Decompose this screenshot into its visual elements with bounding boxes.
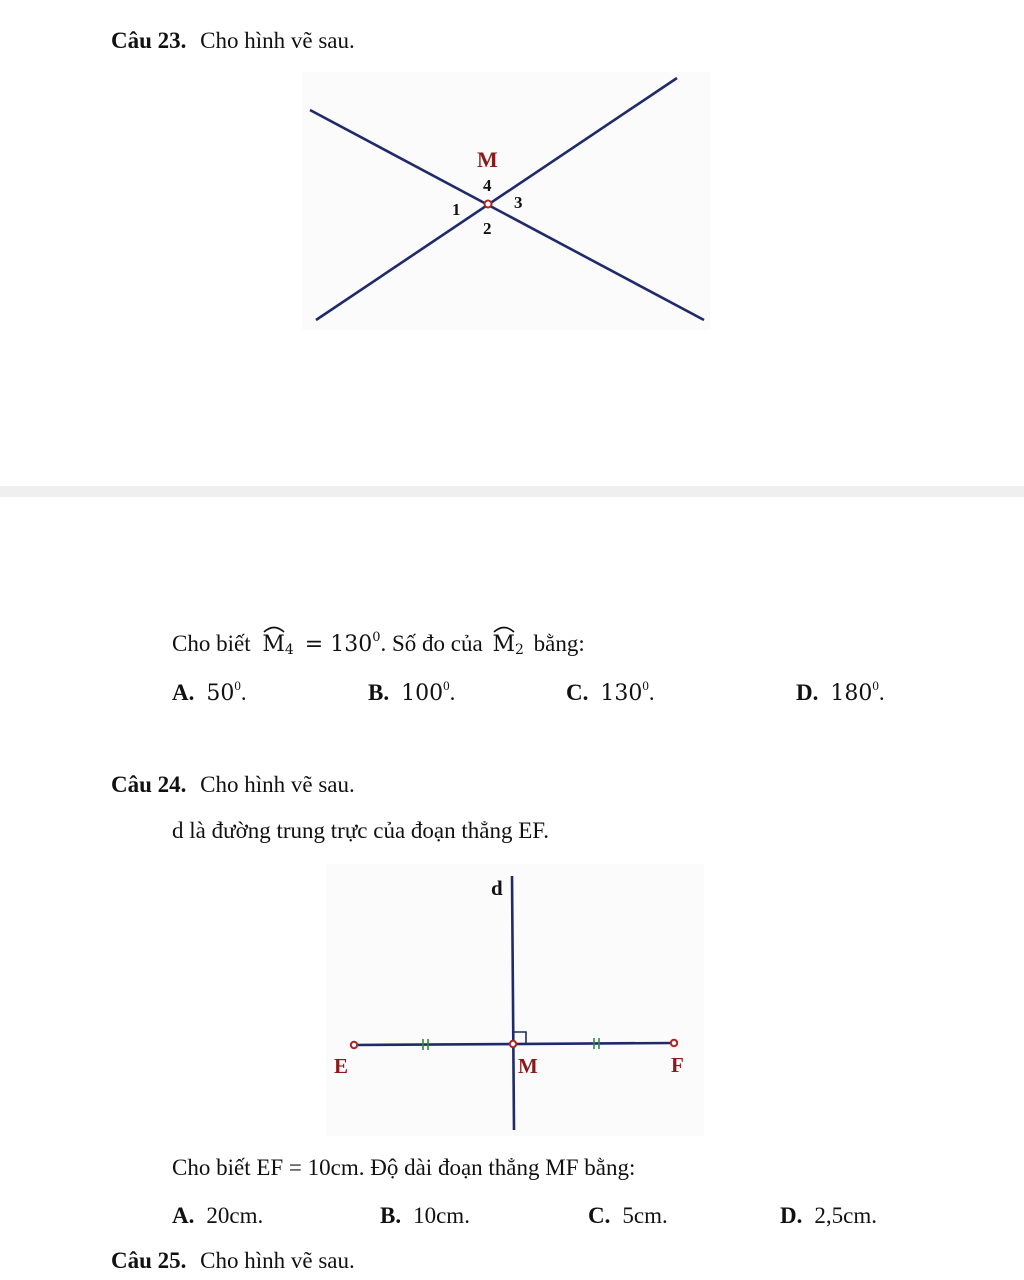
label-f: F: [671, 1053, 684, 1077]
label-d: d: [491, 876, 503, 900]
q23-ask-suffix: bằng:: [533, 631, 585, 656]
q23-figure-intersecting-lines: [302, 72, 710, 330]
q23-heading: [111, 28, 355, 54]
q25-intro: Cho hình vẽ sau.: [200, 1248, 355, 1273]
label-m: M: [477, 147, 498, 172]
q24-heading: [111, 772, 355, 798]
line-d: [512, 876, 514, 1130]
angle-label-1: 1: [452, 200, 461, 219]
q23-given-prefix: Cho biết: [172, 631, 251, 656]
angle-label-4: 4: [483, 176, 492, 195]
q23-intro: Cho hình vẽ sau.: [200, 28, 355, 53]
q23-number: Câu 23.: [111, 28, 187, 53]
q23-option-b[interactable]: B. $100^0$.: [368, 678, 456, 706]
q23-option-c[interactable]: C. $130^0$.: [566, 678, 655, 706]
line-b: [316, 78, 677, 320]
angle-label-3: 3: [514, 193, 523, 212]
line-a: [310, 110, 704, 320]
q24-option-b[interactable]: B. 10cm.: [380, 1203, 470, 1228]
page-divider: [0, 486, 1024, 497]
q24-statement: d là đường trung trực của đoạn thẳng EF.: [172, 818, 549, 843]
angle-arc-icon: [263, 623, 285, 633]
point-e: [351, 1042, 357, 1048]
intersection-point-m: [485, 201, 492, 208]
q24-intro: Cho hình vẽ sau.: [200, 772, 355, 797]
angle-arc-icon: [493, 623, 515, 633]
label-e: E: [334, 1054, 349, 1078]
q25-heading: [111, 1248, 355, 1274]
point-m: [510, 1041, 516, 1047]
q24-option-a[interactable]: A. 20cm.: [172, 1203, 264, 1228]
q23-given: [172, 630, 585, 658]
angle-hat: M: [262, 632, 285, 657]
q25-number: Câu 25.: [111, 1248, 187, 1273]
angle-label-2: 2: [483, 219, 492, 238]
label-m: M: [518, 1054, 538, 1078]
point-f: [671, 1040, 677, 1046]
q23-option-a[interactable]: A. $50^0$.: [172, 678, 247, 706]
q24-option-d[interactable]: D. 2,5cm.: [780, 1203, 877, 1228]
q23-option-d[interactable]: D. $180^0$.: [796, 678, 885, 706]
q24-number: Câu 24.: [111, 772, 187, 797]
q23-given-angle: $M_4 = 130^0$: [262, 632, 380, 657]
q24-given: Cho biết EF = 10cm. Độ dài đoạn thẳng MF bằng:: [172, 1155, 636, 1180]
q24-option-c[interactable]: C. 5cm.: [588, 1203, 668, 1228]
q23-ask-angle: $M_2$: [492, 632, 523, 657]
q24-figure-perpendicular-bisector: [326, 864, 704, 1136]
q23-given-mid: . Số đo của: [380, 631, 483, 656]
